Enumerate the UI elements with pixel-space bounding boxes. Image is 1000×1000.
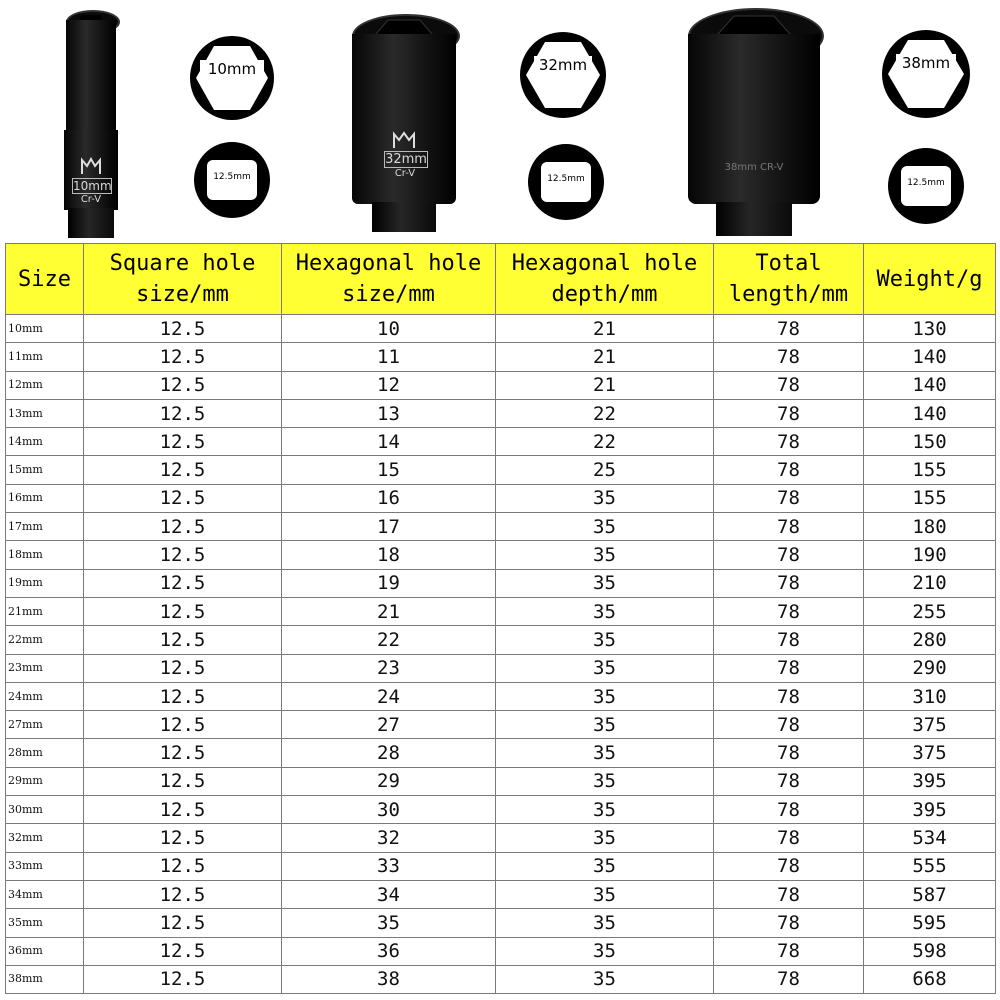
hex-hole-depth-cell: 35 [496, 597, 714, 625]
weight-cell: 155 [864, 484, 996, 512]
total-length-cell: 78 [714, 371, 864, 399]
socket-size-label: 38mm CR-V [724, 162, 784, 173]
size-cell: 10mm [6, 315, 84, 343]
product-image-strip [0, 0, 1000, 242]
size-cell: 16mm [6, 484, 84, 512]
total-length-cell: 78 [714, 739, 864, 767]
size-cell: 38mm [6, 965, 84, 993]
total-length-cell: 78 [714, 597, 864, 625]
size-cell: 23mm [6, 654, 84, 682]
table-header-row [6, 244, 996, 315]
total-length-cell: 78 [714, 711, 864, 739]
total-length-cell: 78 [714, 880, 864, 908]
hex-hole-size-cell: 11 [282, 343, 496, 371]
square-hole-callout-3 [888, 148, 964, 224]
square-hole-cell: 12.5 [84, 484, 282, 512]
table-row [6, 880, 996, 908]
total-length-cell: 78 [714, 852, 864, 880]
table-row [6, 428, 996, 456]
table-row [6, 626, 996, 654]
square-hole-cell: 12.5 [84, 824, 282, 852]
total-length-cell: 78 [714, 937, 864, 965]
total-length-cell: 78 [714, 484, 864, 512]
table-row [6, 852, 996, 880]
hex-hole-depth-cell: 22 [496, 399, 714, 427]
hex-caption: 10mm [200, 60, 264, 78]
hex-hole-depth-cell: 22 [496, 428, 714, 456]
socket-size-label: 10mm [73, 179, 112, 193]
size-cell: 32mm [6, 824, 84, 852]
hex-hole-size-cell: 14 [282, 428, 496, 456]
total-length-cell: 78 [714, 343, 864, 371]
hex-hole-depth-cell: 35 [496, 824, 714, 852]
size-cell: 27mm [6, 711, 84, 739]
size-cell: 14mm [6, 428, 84, 456]
hexagon-icon [882, 30, 970, 118]
table-row [6, 484, 996, 512]
hex-hole-depth-cell: 35 [496, 767, 714, 795]
hex-hole-depth-cell: 35 [496, 484, 714, 512]
total-length-cell: 78 [714, 513, 864, 541]
table-row [6, 456, 996, 484]
weight-cell: 555 [864, 852, 996, 880]
hex-hole-size-cell: 13 [282, 399, 496, 427]
weight-cell: 595 [864, 909, 996, 937]
hex-hole-depth-cell: 35 [496, 739, 714, 767]
hex-hole-depth-cell: 35 [496, 654, 714, 682]
total-length-cell: 78 [714, 909, 864, 937]
hex-hole-size-cell: 36 [282, 937, 496, 965]
hex-hole-size-cell: 33 [282, 852, 496, 880]
hex-hole-depth-cell: 21 [496, 371, 714, 399]
table-row [6, 597, 996, 625]
hex-hole-size-cell: 23 [282, 654, 496, 682]
column-header-size: Size [6, 244, 84, 315]
socket-material-label: Cr-V [394, 168, 416, 179]
column-header-total-length: Total length/mm [714, 244, 864, 315]
square-caption: 12.5mm [903, 178, 949, 188]
size-cell: 18mm [6, 541, 84, 569]
socket-size-label: 32mm [385, 152, 427, 167]
size-cell: 22mm [6, 626, 84, 654]
column-header-hex-hole-depth: Hexagonal hole depth/mm [496, 244, 714, 315]
weight-cell: 130 [864, 315, 996, 343]
hex-hole-size-cell: 38 [282, 965, 496, 993]
weight-cell: 140 [864, 371, 996, 399]
hex-hole-depth-cell: 35 [496, 569, 714, 597]
table-row [6, 513, 996, 541]
square-hole-cell: 12.5 [84, 937, 282, 965]
hexagon-icon [520, 32, 606, 118]
square-hole-cell: 12.5 [84, 371, 282, 399]
weight-cell: 140 [864, 343, 996, 371]
total-length-cell: 78 [714, 569, 864, 597]
square-hole-cell: 12.5 [84, 711, 282, 739]
hex-hole-callout-10mm [190, 36, 274, 120]
square-hole-callout-2 [528, 144, 604, 220]
square-hole-cell: 12.5 [84, 541, 282, 569]
table-row [6, 965, 996, 993]
size-cell: 29mm [6, 767, 84, 795]
total-length-cell: 78 [714, 796, 864, 824]
square-hole-cell: 12.5 [84, 965, 282, 993]
hex-hole-size-cell: 17 [282, 513, 496, 541]
hex-hole-depth-cell: 35 [496, 880, 714, 908]
square-hole-cell: 12.5 [84, 852, 282, 880]
hex-hole-size-cell: 35 [282, 909, 496, 937]
weight-cell: 255 [864, 597, 996, 625]
size-cell: 13mm [6, 399, 84, 427]
weight-cell: 280 [864, 626, 996, 654]
table-row [6, 711, 996, 739]
square-hole-cell: 12.5 [84, 796, 282, 824]
hex-hole-depth-cell: 35 [496, 513, 714, 541]
hex-hole-size-cell: 21 [282, 597, 496, 625]
total-length-cell: 78 [714, 315, 864, 343]
total-length-cell: 78 [714, 824, 864, 852]
hex-hole-size-cell: 34 [282, 880, 496, 908]
size-cell: 24mm [6, 682, 84, 710]
size-cell: 36mm [6, 937, 84, 965]
size-cell: 17mm [6, 513, 84, 541]
hex-hole-size-cell: 19 [282, 569, 496, 597]
table-row [6, 909, 996, 937]
hex-caption: 38mm [896, 54, 956, 72]
hexagon-icon [190, 36, 274, 120]
square-hole-cell: 12.5 [84, 399, 282, 427]
hex-hole-size-cell: 27 [282, 711, 496, 739]
hex-hole-size-cell: 10 [282, 315, 496, 343]
square-hole-cell: 12.5 [84, 767, 282, 795]
table-row [6, 824, 996, 852]
column-header-hex-hole-size: Hexagonal hole size/mm [282, 244, 496, 315]
weight-cell: 210 [864, 569, 996, 597]
size-cell: 28mm [6, 739, 84, 767]
total-length-cell: 78 [714, 654, 864, 682]
hex-hole-size-cell: 32 [282, 824, 496, 852]
weight-cell: 668 [864, 965, 996, 993]
square-hole-cell: 12.5 [84, 654, 282, 682]
hex-hole-size-cell: 16 [282, 484, 496, 512]
hex-hole-depth-cell: 35 [496, 937, 714, 965]
square-hole-cell: 12.5 [84, 682, 282, 710]
total-length-cell: 78 [714, 767, 864, 795]
hex-hole-depth-cell: 35 [496, 852, 714, 880]
weight-cell: 598 [864, 937, 996, 965]
table-row [6, 343, 996, 371]
hex-hole-depth-cell: 35 [496, 909, 714, 937]
square-hole-cell: 12.5 [84, 343, 282, 371]
hex-hole-size-cell: 30 [282, 796, 496, 824]
table-row [6, 315, 996, 343]
weight-cell: 180 [864, 513, 996, 541]
size-cell: 21mm [6, 597, 84, 625]
hex-hole-depth-cell: 35 [496, 682, 714, 710]
hex-hole-depth-cell: 35 [496, 796, 714, 824]
weight-cell: 190 [864, 541, 996, 569]
square-hole-cell: 12.5 [84, 739, 282, 767]
socket-38mm-image [686, 8, 826, 240]
hex-hole-depth-cell: 35 [496, 626, 714, 654]
square-hole-cell: 12.5 [84, 456, 282, 484]
size-cell: 11mm [6, 343, 84, 371]
size-cell: 19mm [6, 569, 84, 597]
weight-cell: 375 [864, 711, 996, 739]
brand-logo-icon [392, 130, 416, 150]
weight-cell: 395 [864, 767, 996, 795]
hex-hole-depth-cell: 25 [496, 456, 714, 484]
table-row [6, 569, 996, 597]
brand-logo-icon [80, 156, 102, 176]
square-hole-cell: 12.5 [84, 597, 282, 625]
hex-hole-callout-38mm [882, 30, 970, 118]
hex-hole-size-cell: 29 [282, 767, 496, 795]
hex-hole-depth-cell: 35 [496, 965, 714, 993]
column-header-square-hole: Square hole size/mm [84, 244, 282, 315]
size-cell: 15mm [6, 456, 84, 484]
hex-hole-size-cell: 12 [282, 371, 496, 399]
size-cell: 34mm [6, 880, 84, 908]
hex-hole-size-cell: 18 [282, 541, 496, 569]
size-cell: 12mm [6, 371, 84, 399]
square-hole-cell: 12.5 [84, 909, 282, 937]
specification-table [5, 243, 996, 994]
table-row [6, 371, 996, 399]
weight-cell: 140 [864, 399, 996, 427]
weight-cell: 587 [864, 880, 996, 908]
hex-hole-depth-cell: 21 [496, 315, 714, 343]
square-hole-cell: 12.5 [84, 880, 282, 908]
weight-cell: 290 [864, 654, 996, 682]
size-cell: 33mm [6, 852, 84, 880]
table-row [6, 682, 996, 710]
total-length-cell: 78 [714, 965, 864, 993]
table-row [6, 399, 996, 427]
weight-cell: 375 [864, 739, 996, 767]
column-header-weight: Weight/g [864, 244, 996, 315]
size-cell: 30mm [6, 796, 84, 824]
weight-cell: 155 [864, 456, 996, 484]
square-hole-cell: 12.5 [84, 315, 282, 343]
socket-10mm-image [60, 10, 130, 240]
hex-hole-callout-32mm [520, 32, 606, 118]
square-hole-cell: 12.5 [84, 626, 282, 654]
total-length-cell: 78 [714, 399, 864, 427]
square-caption: 12.5mm [209, 172, 255, 182]
square-hole-cell: 12.5 [84, 513, 282, 541]
square-hole-cell: 12.5 [84, 569, 282, 597]
hex-hole-size-cell: 24 [282, 682, 496, 710]
table-row [6, 654, 996, 682]
socket-32mm-image [350, 14, 462, 234]
hex-hole-depth-cell: 35 [496, 711, 714, 739]
table-row [6, 739, 996, 767]
hex-caption: 32mm [534, 56, 592, 74]
total-length-cell: 78 [714, 626, 864, 654]
size-cell: 35mm [6, 909, 84, 937]
weight-cell: 310 [864, 682, 996, 710]
weight-cell: 534 [864, 824, 996, 852]
total-length-cell: 78 [714, 682, 864, 710]
hex-hole-size-cell: 15 [282, 456, 496, 484]
square-caption: 12.5mm [543, 174, 589, 184]
hex-hole-depth-cell: 35 [496, 541, 714, 569]
hex-hole-size-cell: 28 [282, 739, 496, 767]
total-length-cell: 78 [714, 541, 864, 569]
table-row [6, 796, 996, 824]
table-row [6, 937, 996, 965]
square-hole-callout-1 [194, 142, 270, 218]
table-row [6, 767, 996, 795]
table-row [6, 541, 996, 569]
total-length-cell: 78 [714, 428, 864, 456]
weight-cell: 395 [864, 796, 996, 824]
socket-material-label: Cr-V [80, 194, 102, 205]
hex-hole-depth-cell: 21 [496, 343, 714, 371]
hex-hole-size-cell: 22 [282, 626, 496, 654]
weight-cell: 150 [864, 428, 996, 456]
total-length-cell: 78 [714, 456, 864, 484]
square-hole-cell: 12.5 [84, 428, 282, 456]
